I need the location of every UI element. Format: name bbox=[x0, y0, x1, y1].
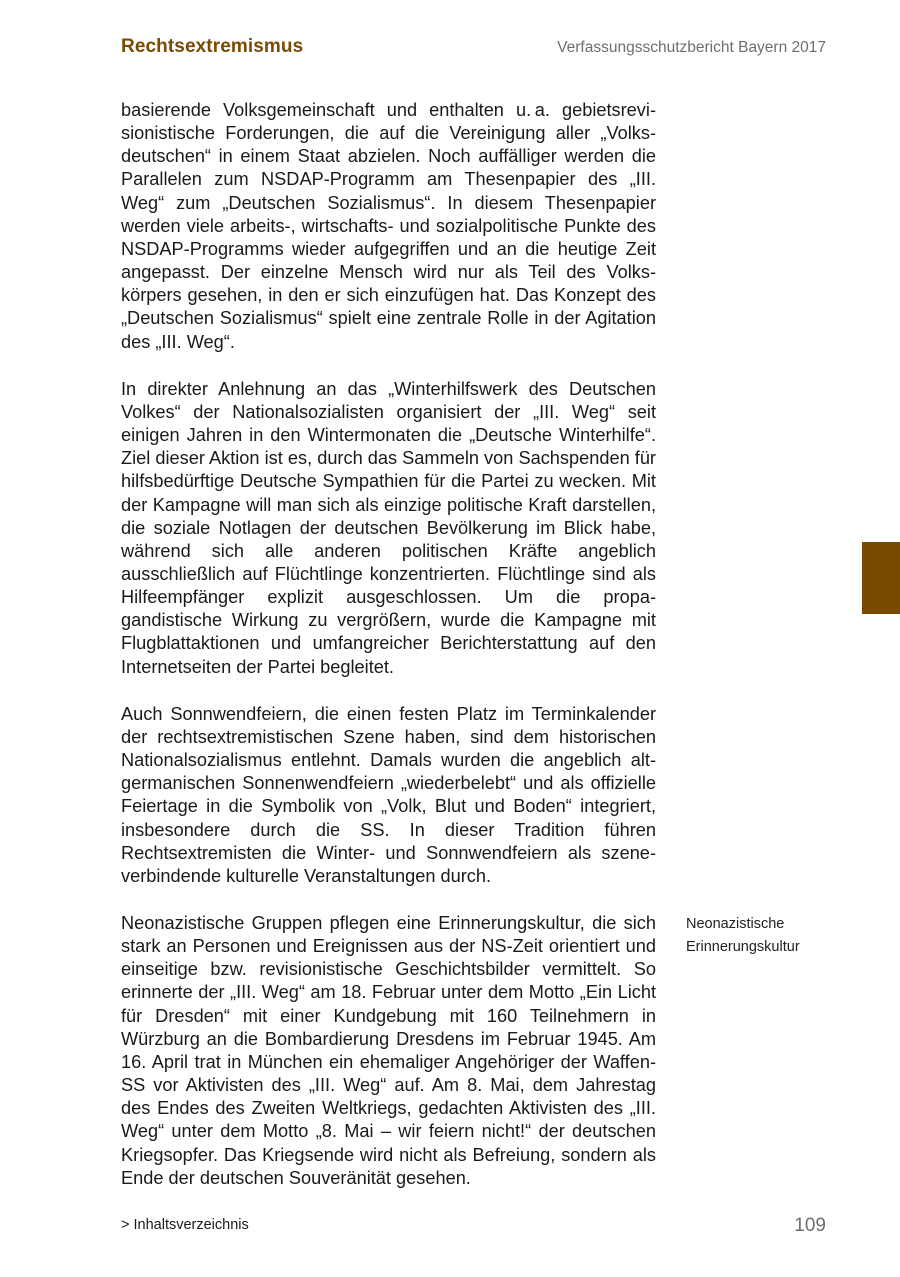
toc-link[interactable]: > Inhaltsverzeichnis bbox=[121, 1217, 249, 1233]
page-number: 109 bbox=[794, 1215, 826, 1236]
main-text bbox=[121, 99, 656, 1190]
margin-note-line-2: Erinnerungskultur bbox=[686, 939, 800, 955]
paragraph-3: Auch Sonnwendfeiern, die einen festen Platz im Terminkalender der rechtsextremistischen Szene haben, sind dem historischen Nationalsozialismus entlehnt. Damals wurden die angeblich altgermanischen Sonnenwendfeiern „wiederbelebt“ und als offizielle Feiertage in die Symbolik von „Volk, Blut und Boden“ integriert, insbesondere durch die SS. In dieser Tradition führen Rechtsextremisten die Winter- und Sonnwendfeiern als szeneverbindende kulturelle Veranstaltungen durch. bbox=[121, 703, 656, 886]
paragraph-1: basierende Volksgemeinschaft und enthalten u. a. gebietsrevisionistische Forderungen, die auf die Vereinigung aller „Volksdeutschen“ in einem Staat abzielen. Noch auffälliger werden die Parallelen zum NSDAP-Programm am Thesenpapier des „III. Weg“ zum „Deutschen Sozialismus“. In diesem Thesenpapier werden viele arbeits-, wirtschafts- und sozialpolitische Punkte des NSDAP-Programms wieder aufgegriffen und an die heutige Zeit angepasst. Der einzelne Mensch wird nur als Teil des Volkskörpers gesehen, in den er sich einzufügen hat. Das Konzept des „Deutschen Sozialismus“ spielt eine zentrale Rolle in der Agitation des „III. Weg“. bbox=[121, 100, 656, 352]
report-title: Verfassungsschutzbericht Bayern 2017 bbox=[557, 39, 826, 56]
margin-note bbox=[686, 913, 836, 959]
chapter-tab-marker bbox=[862, 542, 900, 614]
section-title: Rechtsextremismus bbox=[121, 36, 304, 57]
paragraph-2: In direkter Anlehnung an das „Winterhilfswerk des Deutschen Volkes“ der Nationalsozialisten organisiert der „III. Weg“ seit einigen Jahren in den Wintermonaten die „Deutsche Winterhilfe“. Ziel dieser Aktion ist es, durch das Sammeln von Sachspenden für hilfsbedürftige Deutsche Sympathien für die Partei zu wecken. Mit der Kampagne will man sich als einzige politische Kraft darstellen, die soziale Notlagen der deutschen Bevölkerung im Blick habe, während sich alle anderen politischen Kräfte angeblich ausschließlich auf Flüchtlinge konzentrierten. Flüchtlinge sind als Hilfeempfänger explizit ausgeschlossen. Um die propagandistische Wirkung zu vergrößern, wurde die Kampagne mit Flugblattaktionen und umfangreicher Berichterstattung auf den Internetseiten der Partei begleitet. bbox=[121, 378, 656, 677]
margin-note-line-1: Neonazistische bbox=[686, 916, 785, 932]
paragraph-4: Neonazistische Gruppen pflegen eine Erinnerungskultur, die sich stark an Personen und Ereignissen aus der NS-Zeit orientiert und einseitige bzw. revisionistische Geschichtsbilder vermittelt. So erinnerte der „III. Weg“ am 18. Februar unter dem Motto „Ein Licht für Dresden“ mit einer Kundgebung mit 160 Teilnehmern in Würzburg an die Bombardierung Dresdens im Februar 1945. Am 16. April trat in München ein ehemaliger Angehöriger der Waffen-SS vor Aktivisten des „III. Weg“ auf. Am 8. Mai, dem Jahrestag des Endes des Zweiten Weltkriegs, gedachten Aktivisten des „III. Weg“ unter dem Motto „8. Mai – wir feiern nicht!“ der deutschen Kriegsopfer. Das Kriegsende wird nicht als Befreiung, sondern als Ende der deutschen Souveränität gesehen. bbox=[121, 913, 656, 1188]
